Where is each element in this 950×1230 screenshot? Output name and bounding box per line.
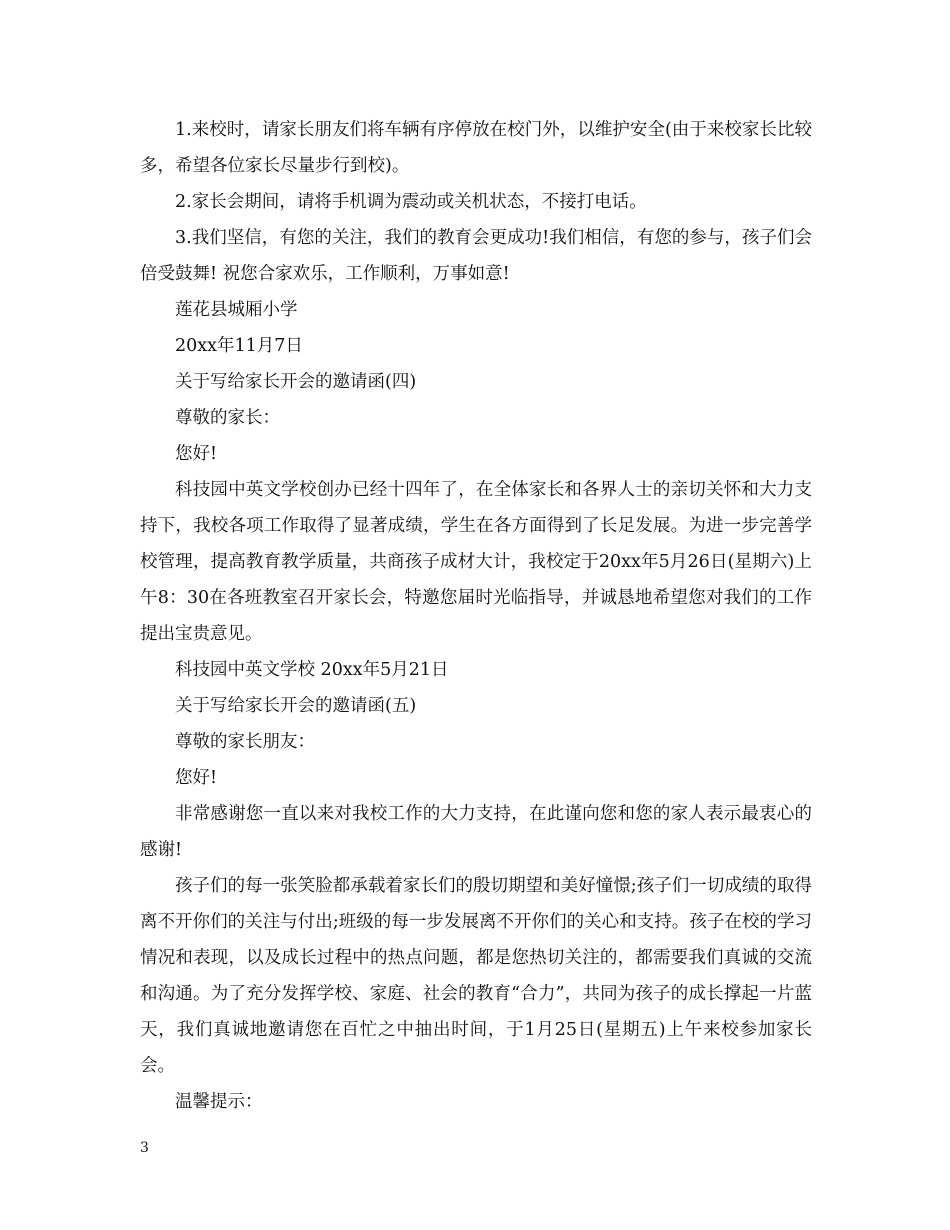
salutation: 尊敬的家长： [175,408,280,428]
paragraph: 科技园中英文学校创办已经十四年了，在全体家长和各界人士的亲切关怀和大力支持下，我校各项工作取得了显著成绩，学生在各方面得到了长足发展。为进一步完善学校管理，提高教育教学质量，共商孩子成材大计，我校定于20xx年5月26日(星期六)上午8：30在各班教室召开家长会，特邀您届时光临指导，并诚恳地希望您对我们的工作提出宝贵意见。 [140,480,812,644]
paragraph: 3.我们坚信，有您的关注，我们的教育会更成功!我们相信，有您的参与，孩子们会倍受鼓舞! 祝您合家欢乐，工作顺利，万事如意! [140,228,812,284]
signature-date: 20xx年11月7日 [175,336,303,356]
paragraph: 1.来校时，请家长朋友们将车辆有序停放在校门外，以维护安全(由于来校家长比较多，希望各位家长尽量步行到校)。 [140,120,812,176]
salutation: 尊敬的家长朋友： [175,732,315,752]
page-number: 3 [140,1140,149,1156]
paragraph: 孩子们的每一张笑脸都承载着家长们的殷切期望和美好憧憬;孩子们一切成绩的取得离不开你们的关注与付出;班级的每一步发展离不开你们的关心和支持。孩子在校的学习情况和表现，以及成长过程中的热点问题，都是您热切关注的，都需要我们真诚的交流和沟通。为了充分发挥学校、家庭、社会的教育“合力”，共同为孩子的成长撑起一片蓝天，我们真诚地邀请您在百忙之中抽出时间，于1月25日(星期五)上午来校参加家长会。 [140,876,812,1076]
school-signature: 科技园中英文学校 20xx年5月21日 [175,660,449,680]
tips-heading: 温馨提示： [175,1092,263,1112]
greeting: 您好! [175,768,218,788]
section-heading: 关于写给家长开会的邀请函(五) [175,696,417,716]
paragraph: 2.家长会期间，请将手机调为震动或关机状态，不接打电话。 [175,192,647,212]
paragraph: 非常感谢您一直以来对我校工作的大力支持，在此谨向您和您的家人表示最衷心的感谢! [140,804,812,860]
document-body [140,112,812,1120]
school-signature: 莲花县城厢小学 [175,300,298,320]
section-heading: 关于写给家长开会的邀请函(四) [175,372,417,392]
greeting: 您好! [175,444,218,464]
